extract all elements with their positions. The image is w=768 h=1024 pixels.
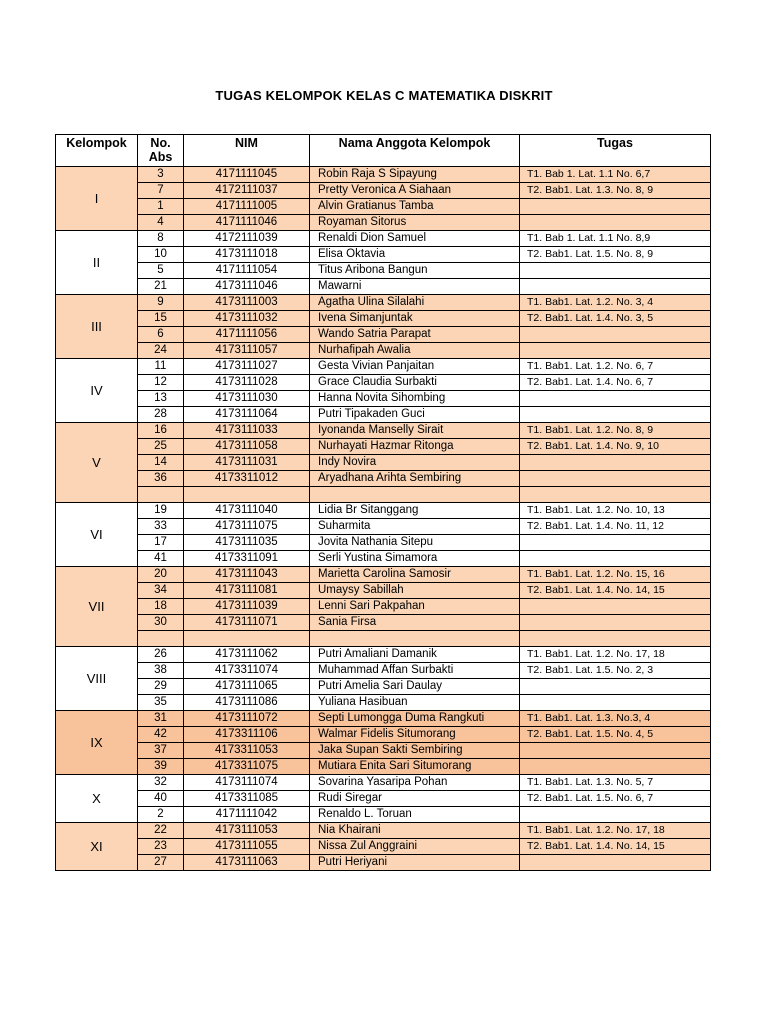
abs-cell: 34 xyxy=(138,583,184,599)
group-name-cell: IV xyxy=(56,359,138,423)
group-name-cell: II xyxy=(56,231,138,295)
task-cell: T1. Bab1. Lat. 1.2. No. 17, 18 xyxy=(520,823,711,839)
abs-cell: 27 xyxy=(138,855,184,871)
group-name-cell: III xyxy=(56,295,138,359)
table-row xyxy=(56,199,711,215)
task-cell xyxy=(520,743,711,759)
nim-cell: 4173111003 xyxy=(184,295,310,311)
task-cell: T1. Bab1. Lat. 1.3. No.3, 4 xyxy=(520,711,711,727)
task-cell xyxy=(520,807,711,823)
name-cell: Pretty Veronica A Siahaan xyxy=(310,183,520,199)
table-row xyxy=(56,247,711,263)
table-row xyxy=(56,503,711,519)
name-cell: Putri Heriyani xyxy=(310,855,520,871)
task-cell xyxy=(520,327,711,343)
task-cell: T2. Bab1. Lat. 1.4. No. 14, 15 xyxy=(520,583,711,599)
nim-cell: 4173111074 xyxy=(184,775,310,791)
abs-cell: 23 xyxy=(138,839,184,855)
abs-cell: 12 xyxy=(138,375,184,391)
table-row xyxy=(56,391,711,407)
nim-cell: 4173311074 xyxy=(184,663,310,679)
task-cell xyxy=(520,471,711,487)
name-cell: Ivena Simanjuntak xyxy=(310,311,520,327)
nim-cell: 4173111028 xyxy=(184,375,310,391)
header-nim: NIM xyxy=(184,135,310,167)
name-cell: Nia Khairani xyxy=(310,823,520,839)
abs-cell: 20 xyxy=(138,567,184,583)
group-name-cell: XI xyxy=(56,823,138,871)
nim-cell: 4171111054 xyxy=(184,263,310,279)
table-row xyxy=(56,743,711,759)
abs-cell: 6 xyxy=(138,327,184,343)
table-row xyxy=(56,343,711,359)
task-cell: T2. Bab1. Lat. 1.4. No. 14, 15 xyxy=(520,839,711,855)
task-cell xyxy=(520,535,711,551)
nim-cell: 4173111040 xyxy=(184,503,310,519)
nim-cell: 4173111071 xyxy=(184,615,310,631)
name-cell: Septi Lumongga Duma Rangkuti xyxy=(310,711,520,727)
blank-cell xyxy=(520,631,711,647)
abs-cell: 36 xyxy=(138,471,184,487)
name-cell: Mawarni xyxy=(310,279,520,295)
name-cell: Umaysy Sabillah xyxy=(310,583,520,599)
header-no-abs xyxy=(138,135,184,167)
blank-cell xyxy=(520,487,711,503)
table-row xyxy=(56,567,711,583)
nim-cell: 4173311053 xyxy=(184,743,310,759)
abs-cell: 33 xyxy=(138,519,184,535)
table-row xyxy=(56,439,711,455)
abs-cell: 4 xyxy=(138,215,184,231)
nim-cell: 4173111075 xyxy=(184,519,310,535)
table-row xyxy=(56,407,711,423)
task-cell: T1. Bab1. Lat. 1.2. No. 6, 7 xyxy=(520,359,711,375)
table-row xyxy=(56,167,711,183)
table-row xyxy=(56,823,711,839)
name-cell: Walmar Fidelis Situmorang xyxy=(310,727,520,743)
abs-cell: 39 xyxy=(138,759,184,775)
abs-cell: 22 xyxy=(138,823,184,839)
table-row xyxy=(56,471,711,487)
nim-cell: 4173111027 xyxy=(184,359,310,375)
task-cell xyxy=(520,855,711,871)
group-name-cell: IX xyxy=(56,711,138,775)
nim-cell: 4173111057 xyxy=(184,343,310,359)
group-name-cell: V xyxy=(56,423,138,503)
abs-cell: 1 xyxy=(138,199,184,215)
abs-cell: 31 xyxy=(138,711,184,727)
blank-row xyxy=(56,487,711,503)
task-cell: T2. Bab1. Lat. 1.5. No. 6, 7 xyxy=(520,791,711,807)
abs-cell: 19 xyxy=(138,503,184,519)
abs-cell: 24 xyxy=(138,343,184,359)
table-row xyxy=(56,231,711,247)
abs-cell: 3 xyxy=(138,167,184,183)
nim-cell: 4173311085 xyxy=(184,791,310,807)
task-cell xyxy=(520,215,711,231)
header-no-abs-line2: Abs xyxy=(148,150,173,164)
table-row xyxy=(56,327,711,343)
task-cell: T2. Bab1. Lat. 1.4. No. 9, 10 xyxy=(520,439,711,455)
group-name-cell: I xyxy=(56,167,138,231)
task-cell: T1. Bab1. Lat. 1.2. No. 15, 16 xyxy=(520,567,711,583)
table-row xyxy=(56,839,711,855)
task-cell xyxy=(520,615,711,631)
name-cell: Sania Firsa xyxy=(310,615,520,631)
name-cell: Alvin Gratianus Tamba xyxy=(310,199,520,215)
name-cell: Nurhayati Hazmar Ritonga xyxy=(310,439,520,455)
nim-cell: 4173311106 xyxy=(184,727,310,743)
abs-cell: 17 xyxy=(138,535,184,551)
nim-cell: 4173111043 xyxy=(184,567,310,583)
nim-cell: 4173111086 xyxy=(184,695,310,711)
nim-cell: 4171111005 xyxy=(184,199,310,215)
task-cell: T2. Bab1. Lat. 1.4. No. 3, 5 xyxy=(520,311,711,327)
table-header-row xyxy=(56,135,711,167)
table-row xyxy=(56,727,711,743)
task-cell xyxy=(520,279,711,295)
nim-cell: 4173311012 xyxy=(184,471,310,487)
nim-cell: 4173111033 xyxy=(184,423,310,439)
nim-cell: 4171111042 xyxy=(184,807,310,823)
abs-cell: 10 xyxy=(138,247,184,263)
table-row xyxy=(56,359,711,375)
group-name-cell: VI xyxy=(56,503,138,567)
nim-cell: 4171111056 xyxy=(184,327,310,343)
nim-cell: 4173111058 xyxy=(184,439,310,455)
name-cell: Elisa Oktavia xyxy=(310,247,520,263)
group-name-cell: VIII xyxy=(56,647,138,711)
name-cell: Indy Novira xyxy=(310,455,520,471)
table-row xyxy=(56,615,711,631)
task-cell xyxy=(520,199,711,215)
nim-cell: 4173111039 xyxy=(184,599,310,615)
name-cell: Yuliana Hasibuan xyxy=(310,695,520,711)
abs-cell: 7 xyxy=(138,183,184,199)
abs-cell: 40 xyxy=(138,791,184,807)
name-cell: Agatha Ulina Silalahi xyxy=(310,295,520,311)
table-row xyxy=(56,807,711,823)
task-cell xyxy=(520,599,711,615)
name-cell: Gesta Vivian Panjaitan xyxy=(310,359,520,375)
nim-cell: 4173111046 xyxy=(184,279,310,295)
task-cell: T2. Bab1. Lat. 1.3. No. 8, 9 xyxy=(520,183,711,199)
name-cell: Hanna Novita Sihombing xyxy=(310,391,520,407)
name-cell: Sovarina Yasaripa Pohan xyxy=(310,775,520,791)
header-tugas: Tugas xyxy=(520,135,711,167)
table-row xyxy=(56,759,711,775)
abs-cell: 25 xyxy=(138,439,184,455)
task-cell xyxy=(520,455,711,471)
task-cell xyxy=(520,551,711,567)
name-cell: Royaman Sitorus xyxy=(310,215,520,231)
abs-cell: 41 xyxy=(138,551,184,567)
group-name-cell: X xyxy=(56,775,138,823)
table-row xyxy=(56,855,711,871)
abs-cell: 35 xyxy=(138,695,184,711)
nim-cell: 4173111032 xyxy=(184,311,310,327)
task-cell: T1. Bab1. Lat. 1.3. No. 5, 7 xyxy=(520,775,711,791)
blank-cell xyxy=(310,487,520,503)
nim-cell: 4173111055 xyxy=(184,839,310,855)
table-row xyxy=(56,183,711,199)
name-cell: Mutiara Enita Sari Situmorang xyxy=(310,759,520,775)
blank-row xyxy=(56,631,711,647)
name-cell: Putri Amaliani Damanik xyxy=(310,647,520,663)
group-table xyxy=(55,134,711,871)
abs-cell: 42 xyxy=(138,727,184,743)
header-no-abs-line1: No. xyxy=(150,136,171,150)
task-cell: T1. Bab 1. Lat. 1.1 No. 6,7 xyxy=(520,167,711,183)
blank-cell xyxy=(184,631,310,647)
abs-cell: 15 xyxy=(138,311,184,327)
task-cell xyxy=(520,263,711,279)
table-row xyxy=(56,535,711,551)
name-cell: Nurhafipah Awalia xyxy=(310,343,520,359)
task-cell xyxy=(520,407,711,423)
name-cell: Titus Aribona Bangun xyxy=(310,263,520,279)
task-cell: T2. Bab1. Lat. 1.5. No. 4, 5 xyxy=(520,727,711,743)
task-cell: T2. Bab1. Lat. 1.4. No. 6, 7 xyxy=(520,375,711,391)
name-cell: Jovita Nathania Sitepu xyxy=(310,535,520,551)
name-cell: Iyonanda Manselly Sirait xyxy=(310,423,520,439)
abs-cell: 5 xyxy=(138,263,184,279)
group-name-cell: VII xyxy=(56,567,138,647)
nim-cell: 4171111046 xyxy=(184,215,310,231)
nim-cell: 4173111035 xyxy=(184,535,310,551)
abs-cell: 2 xyxy=(138,807,184,823)
abs-cell: 8 xyxy=(138,231,184,247)
abs-cell: 13 xyxy=(138,391,184,407)
nim-cell: 4172111037 xyxy=(184,183,310,199)
document-title: TUGAS KELOMPOK KELAS C MATEMATIKA DISKRIT xyxy=(215,88,553,103)
name-cell: Rudi Siregar xyxy=(310,791,520,807)
abs-cell: 37 xyxy=(138,743,184,759)
nim-cell: 4173111062 xyxy=(184,647,310,663)
task-cell: T1. Bab1. Lat. 1.2. No. 8, 9 xyxy=(520,423,711,439)
table-row xyxy=(56,423,711,439)
abs-cell: 14 xyxy=(138,455,184,471)
abs-cell: 9 xyxy=(138,295,184,311)
blank-cell xyxy=(310,631,520,647)
name-cell: Lenni Sari Pakpahan xyxy=(310,599,520,615)
task-cell: T1. Bab1. Lat. 1.2. No. 3, 4 xyxy=(520,295,711,311)
abs-cell: 26 xyxy=(138,647,184,663)
name-cell: Muhammad Affan Surbakti xyxy=(310,663,520,679)
nim-cell: 4173311075 xyxy=(184,759,310,775)
table-row xyxy=(56,279,711,295)
name-cell: Lidia Br Sitanggang xyxy=(310,503,520,519)
table-row xyxy=(56,263,711,279)
name-cell: Suharmita xyxy=(310,519,520,535)
table-row xyxy=(56,215,711,231)
abs-cell: 30 xyxy=(138,615,184,631)
name-cell: Wando Satria Parapat xyxy=(310,327,520,343)
task-cell xyxy=(520,759,711,775)
abs-cell: 16 xyxy=(138,423,184,439)
name-cell: Marietta Carolina Samosir xyxy=(310,567,520,583)
table-row xyxy=(56,775,711,791)
abs-cell: 11 xyxy=(138,359,184,375)
nim-cell: 4173111018 xyxy=(184,247,310,263)
nim-cell: 4171111045 xyxy=(184,167,310,183)
table-row xyxy=(56,455,711,471)
header-kelompok: Kelompok xyxy=(56,135,138,167)
table-row xyxy=(56,583,711,599)
name-cell: Putri Amelia Sari Daulay xyxy=(310,679,520,695)
table-row xyxy=(56,295,711,311)
task-cell: T2. Bab1. Lat. 1.4. No. 11, 12 xyxy=(520,519,711,535)
name-cell: Putri Tipakaden Guci xyxy=(310,407,520,423)
table-row xyxy=(56,551,711,567)
abs-cell: 28 xyxy=(138,407,184,423)
blank-cell xyxy=(138,631,184,647)
task-cell: T1. Bab1. Lat. 1.2. No. 17, 18 xyxy=(520,647,711,663)
table-row xyxy=(56,599,711,615)
name-cell: Serli Yustina Simamora xyxy=(310,551,520,567)
table-row xyxy=(56,791,711,807)
abs-cell: 21 xyxy=(138,279,184,295)
task-cell xyxy=(520,679,711,695)
name-cell: Nissa Zul Anggraini xyxy=(310,839,520,855)
table-row xyxy=(56,711,711,727)
table-row xyxy=(56,647,711,663)
blank-cell xyxy=(138,487,184,503)
task-cell xyxy=(520,391,711,407)
nim-cell: 4173111053 xyxy=(184,823,310,839)
nim-cell: 4172111039 xyxy=(184,231,310,247)
name-cell: Renaldo L. Toruan xyxy=(310,807,520,823)
task-cell: T2. Bab1. Lat. 1.5. No. 2, 3 xyxy=(520,663,711,679)
nim-cell: 4173111065 xyxy=(184,679,310,695)
name-cell: Jaka Supan Sakti Sembiring xyxy=(310,743,520,759)
abs-cell: 32 xyxy=(138,775,184,791)
task-cell: T1. Bab1. Lat. 1.2. No. 10, 13 xyxy=(520,503,711,519)
table-row xyxy=(56,375,711,391)
table-row xyxy=(56,695,711,711)
nim-cell: 4173111063 xyxy=(184,855,310,871)
task-cell: T1. Bab 1. Lat. 1.1 No. 8,9 xyxy=(520,231,711,247)
header-nama: Nama Anggota Kelompok xyxy=(310,135,520,167)
nim-cell: 4173111064 xyxy=(184,407,310,423)
task-cell: T2. Bab1. Lat. 1.5. No. 8, 9 xyxy=(520,247,711,263)
table-row xyxy=(56,311,711,327)
nim-cell: 4173111031 xyxy=(184,455,310,471)
table-row xyxy=(56,663,711,679)
nim-cell: 4173111081 xyxy=(184,583,310,599)
name-cell: Grace Claudia Surbakti xyxy=(310,375,520,391)
abs-cell: 29 xyxy=(138,679,184,695)
blank-cell xyxy=(184,487,310,503)
nim-cell: 4173311091 xyxy=(184,551,310,567)
table-row xyxy=(56,679,711,695)
abs-cell: 38 xyxy=(138,663,184,679)
task-cell xyxy=(520,343,711,359)
abs-cell: 18 xyxy=(138,599,184,615)
name-cell: Renaldi Dion Samuel xyxy=(310,231,520,247)
name-cell: Aryadhana Arihta Sembiring xyxy=(310,471,520,487)
task-cell xyxy=(520,695,711,711)
nim-cell: 4173111072 xyxy=(184,711,310,727)
nim-cell: 4173111030 xyxy=(184,391,310,407)
table-row xyxy=(56,519,711,535)
name-cell: Robin Raja S Sipayung xyxy=(310,167,520,183)
